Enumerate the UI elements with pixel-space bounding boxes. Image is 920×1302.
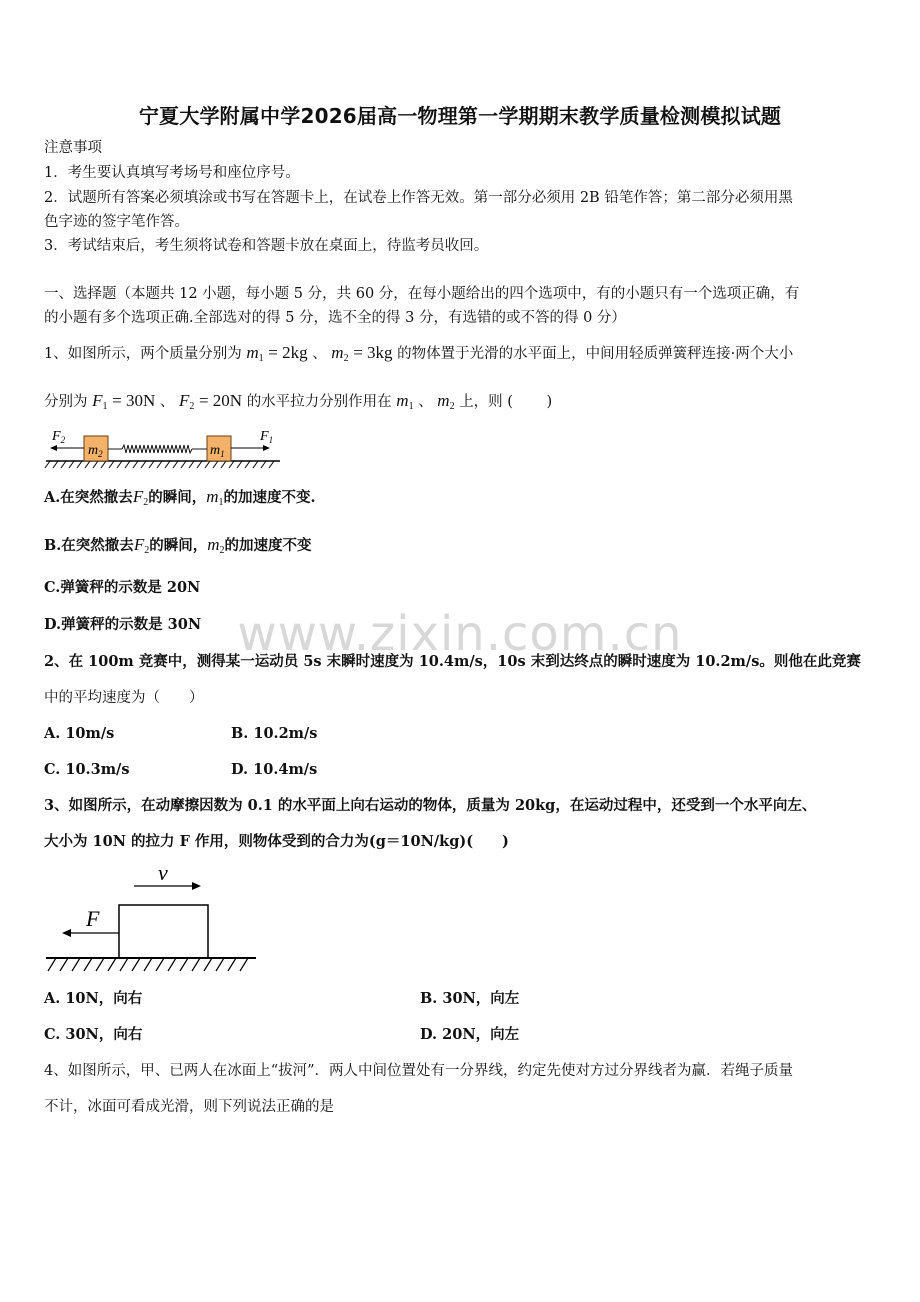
- ground-hatching: [45, 461, 274, 468]
- q1-line-2: [44, 391, 552, 417]
- q1-f2-var: $F_2$: [178, 391, 195, 412]
- notice-item-2-line-2: 色字迹的签字笔作答。: [44, 214, 189, 230]
- force-label: F: [86, 906, 100, 931]
- q1-sep-3: 、: [418, 394, 433, 410]
- notice-item-2-line-1: 2．试题所有答案必须填涂或书写在答题卡上，在试卷上作答无效。第一部分必须用 2B 铅笔作答；第二部分必须用黑: [44, 190, 793, 206]
- q1-option-b: B.在突然撤去$F_2$的瞬间，$m_2$的加速度不变: [44, 535, 312, 556]
- notice-heading: 注意事项: [44, 140, 102, 156]
- notice-item-1: 1．考生要认真填写考场号和座位序号。: [44, 165, 300, 181]
- q1-text-1: 1、如图所示，两个质量分别为: [44, 346, 242, 362]
- q1-f2-value: = 20N: [198, 391, 243, 410]
- force-f2-label: $F_2$: [52, 429, 66, 445]
- force-arrowhead: [62, 929, 71, 937]
- q1-m1-value: = 2kg: [268, 343, 308, 362]
- q3-option-c: C. 30N，向右: [44, 1026, 143, 1043]
- velocity-arrowhead: [192, 882, 201, 890]
- q1-line-1: [44, 343, 793, 369]
- force-f1-label: $F_1$: [260, 429, 274, 445]
- section-1-line-2: 的小题有多个选项正确.全部选对的得 5 分，选不全的得 3 分，有选错的或不答的得 0 分）: [44, 310, 626, 326]
- q1-m1-ref: $m_1$: [396, 391, 414, 412]
- watermark: www.zixin.com.cn: [237, 606, 683, 662]
- q1-m2-var: $m_2$: [331, 343, 349, 364]
- q4-line-1: 4、如图所示，甲、已两人在冰面上“拔河”．两人中间位置处有一分界线，约定先使对方过分界线者为赢．若绳子质量: [44, 1063, 794, 1079]
- block-m1-label: $m_1$: [210, 443, 225, 459]
- q2-option-b: B. 10.2m/s: [231, 725, 318, 742]
- q1-sep-1: 、: [312, 346, 327, 362]
- force-f2-arrowhead: [50, 445, 57, 451]
- q1-m1-var: $m_1$: [246, 343, 264, 364]
- q1-text-2: 的物体置于光滑的水平面上，中间用轻质弹簧秤连接·两个大小: [397, 346, 794, 362]
- notice-item-3: 3．考试结束后，考生须将试卷和答题卡放在桌面上，待监考员收回。: [44, 238, 489, 254]
- q2-option-a: A. 10m/s: [44, 725, 115, 742]
- q3-line-2: 大小为 10N 的拉力 F 作用，则物体受到的合力为(g＝10N/kg)( ): [44, 833, 509, 850]
- q1-f1-value: = 30N: [112, 391, 156, 410]
- page-title: 宁夏大学附属中学2026届高一物理第一学期期末教学质量检测模拟试题: [138, 104, 782, 128]
- q2-option-c: C. 10.3m/s: [44, 761, 130, 778]
- q1-spring-diagram: [44, 424, 284, 472]
- spring: [108, 445, 207, 453]
- q3-line-1: 3、如图所示，在动摩擦因数为 0.1 的水平面上向右运动的物体，质量为 20kg，在运动过程中，还受到一个水平向左、: [44, 797, 817, 814]
- section-1-line-1: 一、选择题（本题共 12 小题，每小题 5 分，共 60 分，在每小题给出的四个选项中，有的小题只有一个选项正确，有: [44, 286, 800, 302]
- q1-m2-value: = 3kg: [353, 343, 393, 362]
- q1-option-c: C.弹簧秤的示数是 20N: [44, 579, 201, 596]
- q3-option-b: B. 30N，向左: [420, 990, 520, 1007]
- q4-line-2: 不计，冰面可看成光滑，则下列说法正确的是: [44, 1099, 334, 1115]
- q2-line-1: 2、在 100m 竞赛中，测得某一运动员 5s 末瞬时速度为 10.4m/s，10s 末到达终点的瞬时速度为 10.2m/s。则他在此竞赛: [44, 653, 861, 670]
- force-f1-arrowhead: [263, 445, 270, 451]
- q3-option-a: A. 10N，向右: [44, 990, 143, 1007]
- q3-option-d: D. 20N，向左: [420, 1026, 520, 1043]
- q1-m2-ref: $m_2$: [437, 391, 455, 412]
- q2-line-2: 中的平均速度为（ ）: [44, 690, 204, 706]
- q2-option-d: D. 10.4m/s: [231, 761, 318, 778]
- q1-text-5: 上，则 ( ): [459, 394, 553, 410]
- q1-option-d: D.弹簧秤的示数是 30N: [44, 616, 202, 633]
- q3-block-diagram: [44, 860, 260, 978]
- block: [119, 905, 208, 958]
- ground-hatching: [48, 958, 248, 971]
- q1-f1-var: $F_1$: [92, 391, 108, 412]
- velocity-label: v: [158, 860, 168, 885]
- block-m2-label: $m_2$: [88, 443, 103, 459]
- q1-option-a: A.在突然撤去$F_2$的瞬间，$m_1$的加速度不变.: [44, 487, 316, 508]
- q1-sep-2: 、: [159, 394, 175, 410]
- q1-text-3: 分别为: [44, 394, 88, 410]
- q1-text-4: 的水平拉力分别作用在: [246, 394, 392, 410]
